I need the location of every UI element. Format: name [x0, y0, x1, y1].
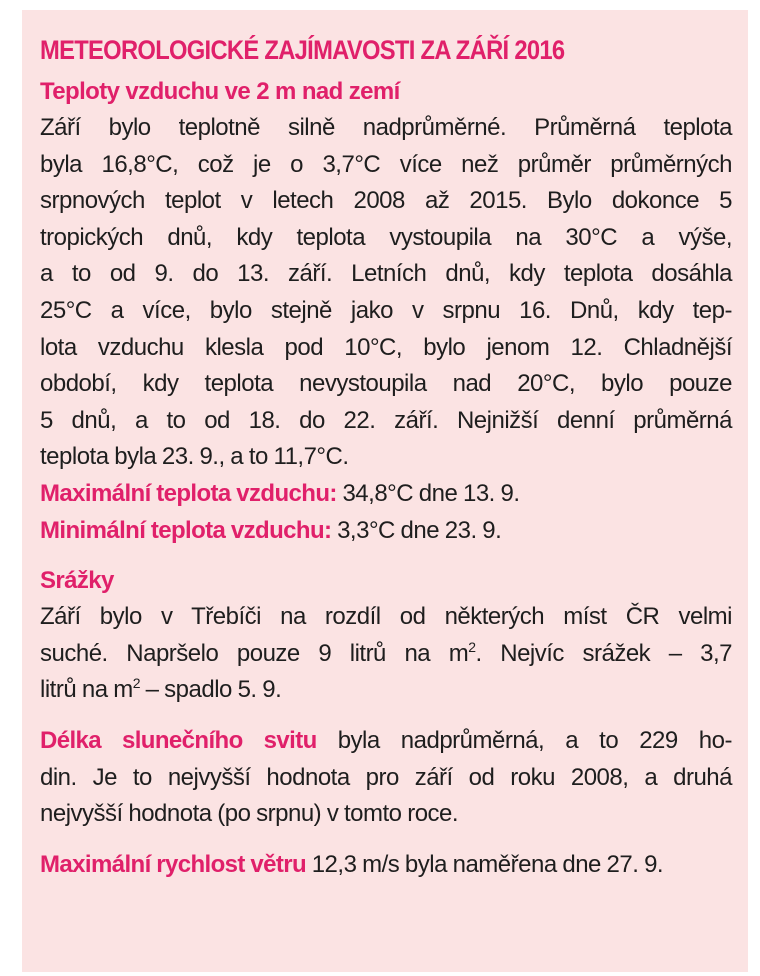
- sunshine-label: Délka slunečního svitu: [40, 726, 317, 754]
- sunshine-text: byla nadprůměrná, a to 229 ho-: [316, 726, 732, 754]
- temperature-line: srpnových teplot v letech 2008 až 2015. Bylo dokonce 5: [40, 187, 732, 215]
- superscript: 2: [468, 638, 476, 655]
- sunshine-line: [40, 723, 732, 760]
- superscript: 2: [132, 675, 140, 692]
- precipitation-heading: Srážky: [40, 567, 114, 595]
- min-temperature-line: [40, 513, 732, 550]
- wind-label: Maximální rychlost větru: [40, 850, 307, 878]
- temperature-line: a to od 9. do 13. září. Letních dnů, kdy teplota dosáhla: [40, 260, 732, 288]
- precipitation-text: . Nejvíc srážek – 3,7: [475, 639, 732, 667]
- wind-text: 12,3 m/s byla naměřena dne 27. 9.: [306, 850, 664, 878]
- sunshine-line: nejvyšší hodnota (po srpnu) v tomto roce.: [40, 800, 459, 828]
- temperature-line: lota vzduchu klesla pod 10°C, bylo jenom 12. Chladnější: [40, 333, 732, 361]
- temperature-heading: Teploty vzduchu ve 2 m nad zemí: [40, 78, 400, 105]
- precipitation-line: [40, 636, 732, 673]
- max-temperature-line: [40, 476, 732, 513]
- temperature-line: období, kdy teplota nevystoupila nad 20°C, bylo pouze: [40, 370, 732, 398]
- temperature-section: [40, 74, 732, 549]
- temperature-line: Září bylo teplotně silně nadprůměrné. Průměrná teplota: [40, 114, 732, 141]
- precipitation-section: [40, 563, 732, 709]
- wind-section: [40, 847, 732, 884]
- max-temperature-value: 34,8°C dne 13. 9.: [336, 479, 520, 507]
- temperature-line: 5 dnů, a to od 18. do 22. září. Nejnižší denní průměrná: [40, 406, 732, 434]
- article-panel: [22, 10, 748, 972]
- article-title: METEOROLOGICKÉ ZAJÍMAVOSTI ZA ZÁŘÍ 2016: [40, 35, 565, 65]
- precipitation-line: Září bylo v Třebíči na rozdíl od některých míst ČR velmi: [40, 603, 732, 631]
- min-temperature-value: 3,3°C dne 23. 9.: [331, 516, 502, 544]
- precipitation-text: – spadlo 5. 9.: [140, 676, 282, 704]
- min-temperature-label: Minimální teplota vzduchu:: [40, 516, 332, 544]
- temperature-line: teplota byla 23. 9., a to 11,7°C.: [40, 443, 349, 471]
- precipitation-line: [40, 672, 732, 709]
- sunshine-section: [40, 723, 732, 833]
- temperature-line: 25°C a více, bylo stejně jako v srpnu 16. Dnů, kdy tep-: [40, 296, 732, 324]
- precipitation-text: suché. Napršelo pouze 9 litrů na m: [40, 639, 469, 667]
- temperature-line: byla 16,8°C, což je o 3,7°C více než průměr průměrných: [40, 150, 732, 178]
- precipitation-text: litrů na m: [40, 676, 133, 704]
- temperature-line: tropických dnů, kdy teplota vystoupila na 30°C a výše,: [40, 223, 732, 251]
- sunshine-line: din. Je to nejvyšší hodnota pro září od roku 2008, a druhá: [40, 763, 732, 791]
- wind-line: [40, 847, 732, 884]
- max-temperature-label: Maximální teplota vzduchu:: [40, 479, 337, 507]
